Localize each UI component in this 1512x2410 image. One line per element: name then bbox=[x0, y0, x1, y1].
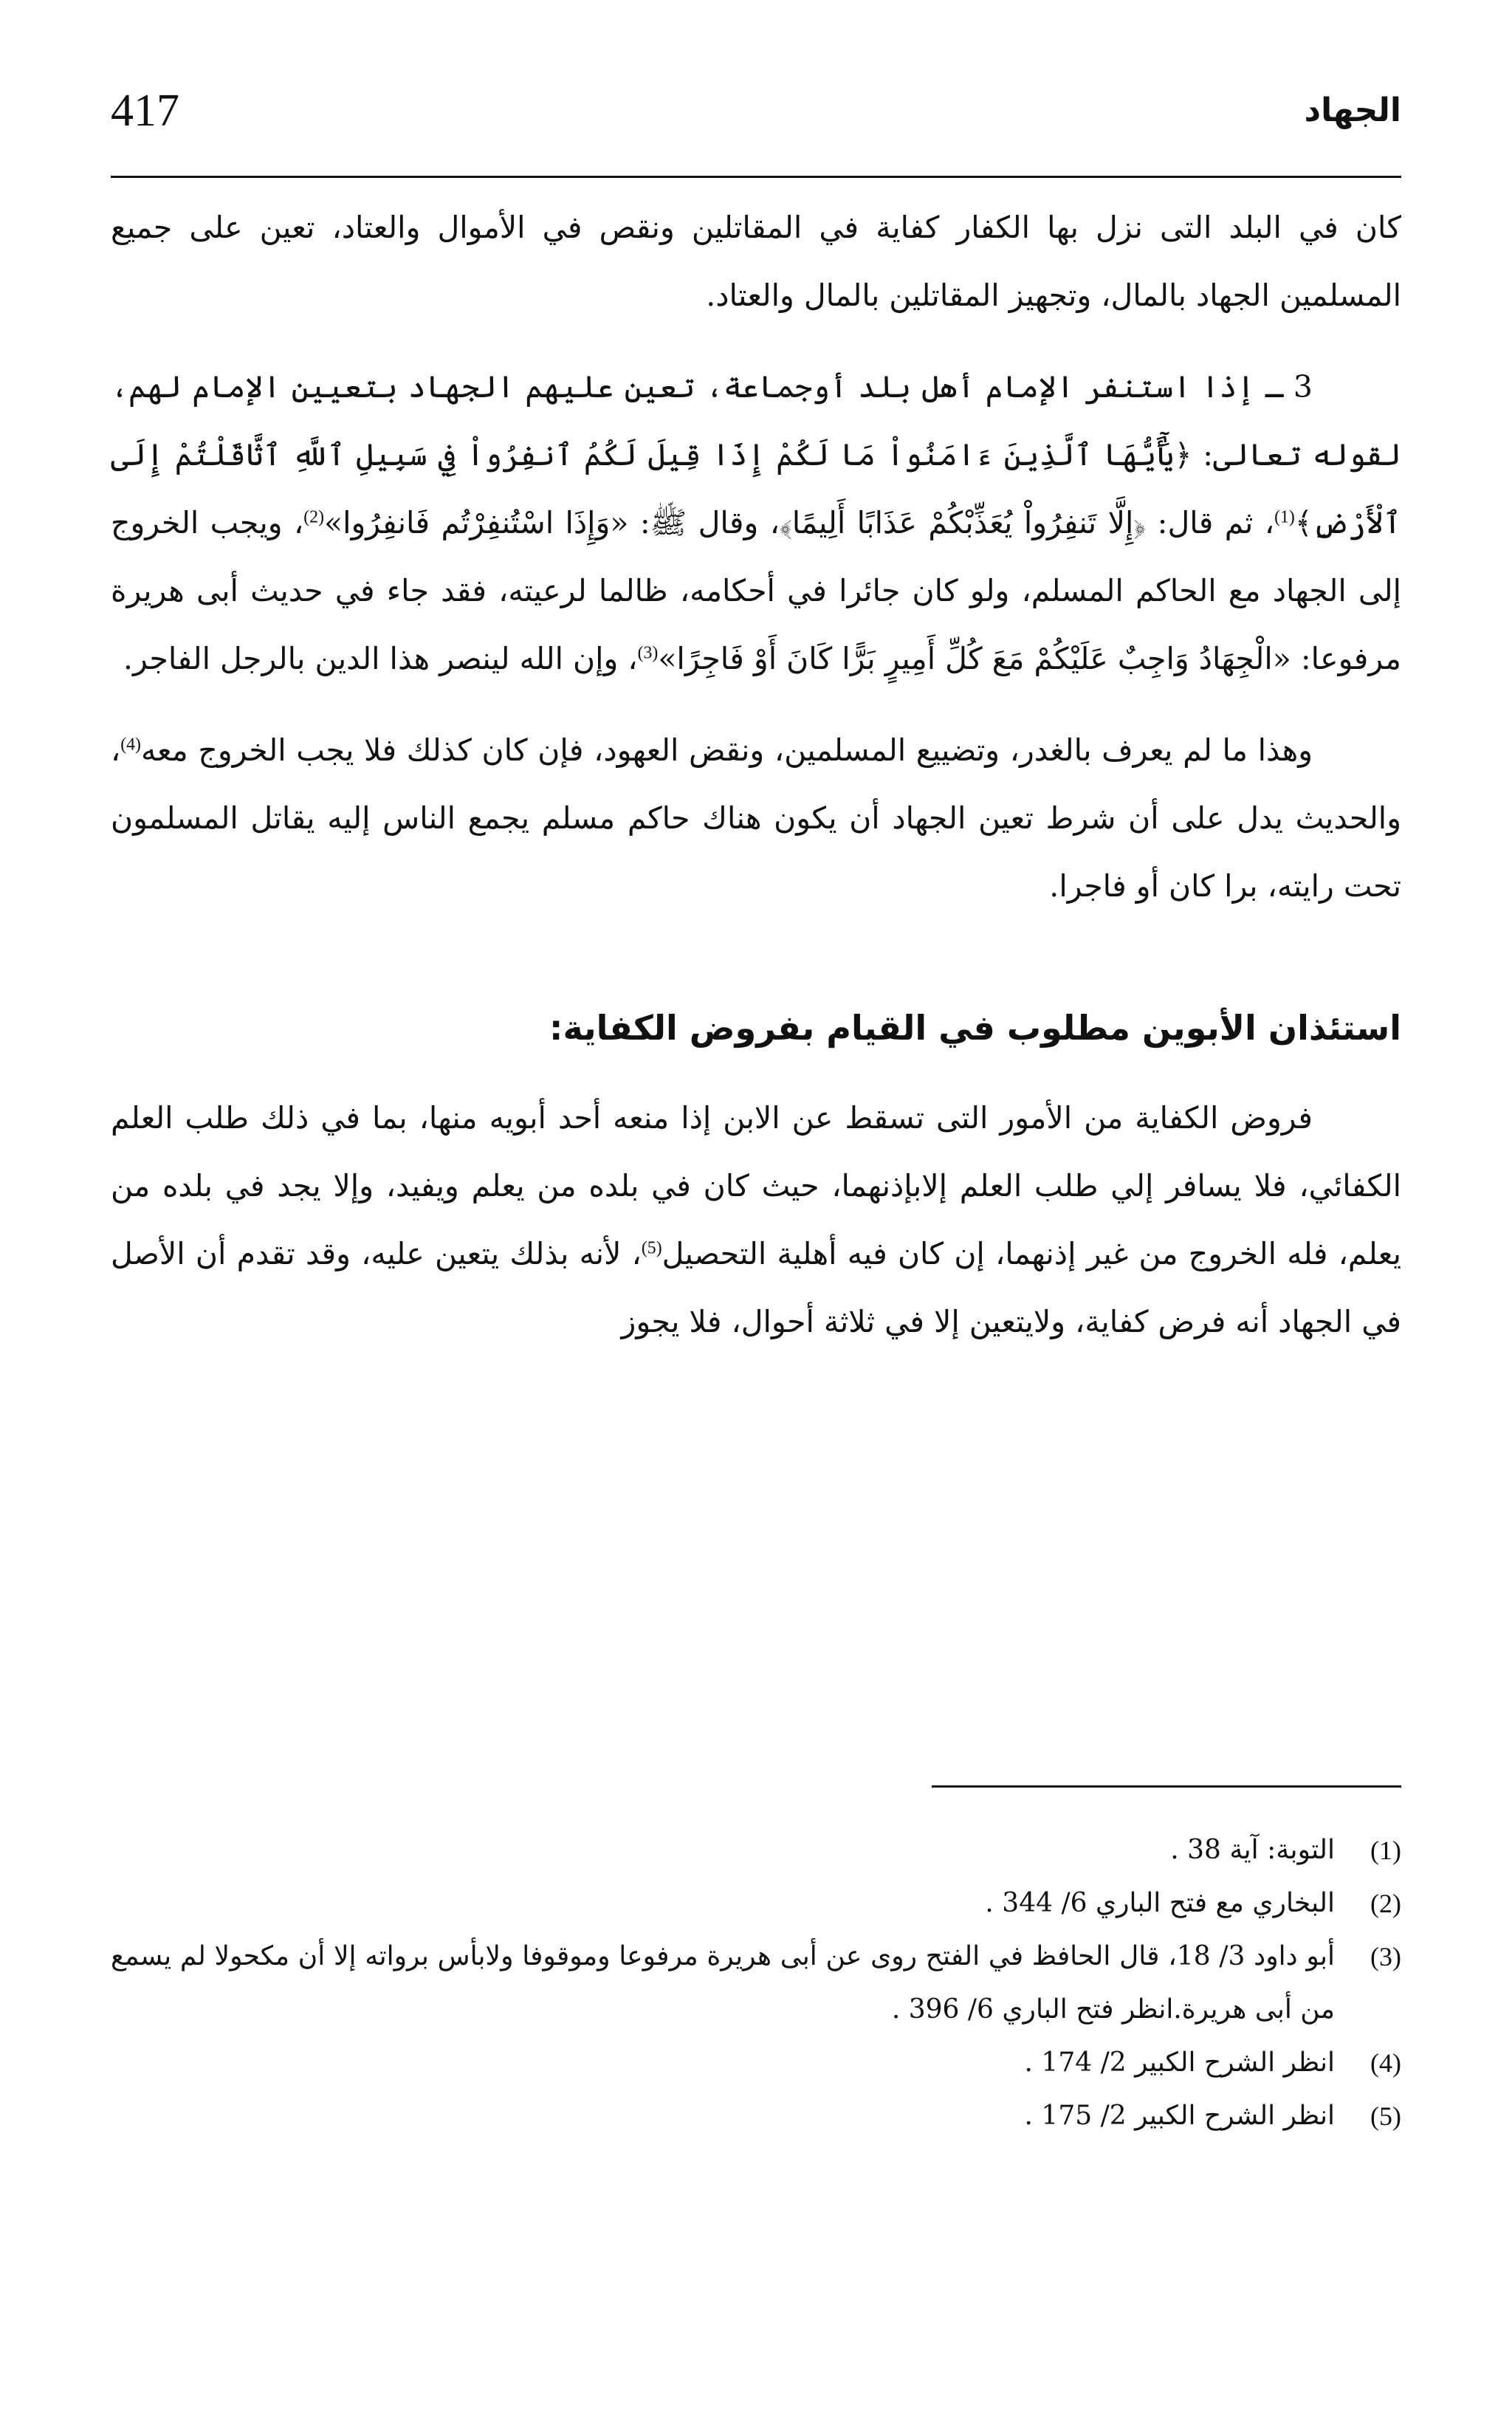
paragraph-2 bbox=[111, 353, 1401, 693]
footnote-text: انظر الشرح الكبير 2/ 175 . bbox=[1024, 2101, 1335, 2131]
footnote-text: انظر الشرح الكبير 2/ 174 . bbox=[1024, 2047, 1335, 2078]
paragraph-4-text-b: ، لأنه بذلك يتعين عليه، وقد تقدم أن الأصل في الجهاد أنه فرض كفاية، ولايتعين إلا في ثلاثة أحوال، فلا يجوز bbox=[111, 1236, 1401, 1339]
paragraph-4 bbox=[111, 1084, 1401, 1356]
paragraph-2-text-c: ، ويجب الخروج إلى الجهاد مع الحاكم المسلم، ولو كان جائرا في أحكامه، ظالما لرعيته، فقد جاء في حديث أبى هريرة مرفوعا: «الْجِهَادُ وَاجِبٌ عَلَيْكُمْ مَعَ كُلِّ أَمِيرٍ بَرًّا كَانَ أَوْ فَاجِرًا» bbox=[111, 505, 1401, 676]
footnote-4 bbox=[111, 2036, 1401, 2090]
paragraph-1 bbox=[111, 193, 1401, 329]
footnote-ref-5[interactable]: (5) bbox=[641, 1238, 662, 1258]
paragraph-2-text-d: ، وإن الله لينصر هذا الدين بالرجل الفاجر. bbox=[123, 641, 638, 676]
main-text bbox=[111, 193, 1401, 1379]
running-title: الجهاد bbox=[1304, 92, 1401, 129]
paragraph-4-text-a: فروض الكفاية من الأمور التى تسقط عن الابن إذا منعه أحد أبويه منها، بما في ذلك طلب العلم الكفائي، فلا يسافر إلي طلب العلم إلابإذنهما، حيث كان في بلده من يعلم ويفيد، وإلا يجد في بلده من يعلم، فله الخروج من غير إذنهما، إن كان فيه أهلية التحصيل bbox=[111, 1100, 1401, 1271]
footnote-text: البخاري مع فتح الباري 6/ 344 . bbox=[985, 1888, 1335, 1918]
page-number: 417 bbox=[111, 86, 179, 136]
footnote-number: (4) bbox=[1370, 2048, 1401, 2078]
paragraph-2-text-a: 3 ـ إذا استنفر الإمام أهل بلد أوجماعة، تعين عليهم الجهاد بتعيين الإمام لهم، لقوله تعالى: ﴿يَٰٓأَيُّهَا ٱلَّذِينَ ءَامَنُواْ مَا لَكُمْ إِذَا قِيلَ لَكُمُ ٱنفِرُواْ فِي سَبِيلِ ٱللَّهِ ٱثَّاقَلْتُمْ إِلَى ٱلْأَرْضِ﴾ bbox=[111, 369, 1401, 540]
section-heading: استئذان الأبوين مطلوب في القيام بفروض الكفاية: bbox=[549, 1008, 1401, 1048]
footnote-number: (1) bbox=[1370, 1836, 1401, 1865]
footnote-ref-3[interactable]: (3) bbox=[637, 643, 659, 663]
header-rule bbox=[111, 176, 1401, 178]
paragraph-1-text: كان في البلد التى نزل بها الكفار كفاية في المقاتلين ونقص في الأموال والعتاد، تعين على جميع المسلمين الجهاد بالمال، وتجهيز المقاتلين بالمال والعتاد. bbox=[111, 210, 1401, 313]
paragraph-3-text-a: وهذا ما لم يعرف بالغدر، وتضييع المسلمين، ونقض العهود، فإن كان كذلك فلا يجب الخروج معه bbox=[140, 732, 1313, 768]
footnote-ref-4[interactable]: (4) bbox=[120, 735, 141, 755]
footnote-5 bbox=[111, 2090, 1401, 2143]
footnote-2 bbox=[111, 1877, 1401, 1930]
footnotes bbox=[111, 1824, 1401, 2143]
paragraph-2-text-b: ، ثم قال: ﴿إِلَّا تَنفِرُواْ يُعَذِّبْكُمْ عَذَابًا أَلِيمًا﴾، وقال ﷺ: «وَإِذَا اسْتُنفِرْتُم فَانفِرُوا» bbox=[323, 505, 1275, 540]
footnote-number: (5) bbox=[1370, 2101, 1401, 2131]
footnote-number: (2) bbox=[1370, 1889, 1401, 1918]
footnote-text: أبو داود 3/ 18، قال الحافظ في الفتح روى عن أبى هريرة مرفوعا وموقوفا ولابأس برواته إلا أن مكحولا لم يسمع من أبى هريرة.انظر فتح الباري 6/ 396 . bbox=[111, 1941, 1335, 2025]
paragraph-3-text-b: ، والحديث يدل على أن شرط تعين الجهاد أن يكون هناك حاكم مسلم يجمع الناس إليه يقاتل المسلمون تحت رايته، برا كان أو فاجرا. bbox=[111, 732, 1401, 904]
footnote-1 bbox=[111, 1824, 1401, 1877]
footnote-ref-1[interactable]: (1) bbox=[1274, 507, 1295, 527]
page-header bbox=[111, 81, 1401, 140]
footnote-ref-2[interactable]: (2) bbox=[303, 507, 324, 527]
footnote-text: التوبة: آية 38 . bbox=[1170, 1835, 1335, 1865]
paragraph-3 bbox=[111, 716, 1401, 920]
footnote-number: (3) bbox=[1370, 1942, 1401, 1971]
footnote-rule bbox=[932, 1785, 1401, 1788]
footnote-3 bbox=[111, 1930, 1401, 2036]
